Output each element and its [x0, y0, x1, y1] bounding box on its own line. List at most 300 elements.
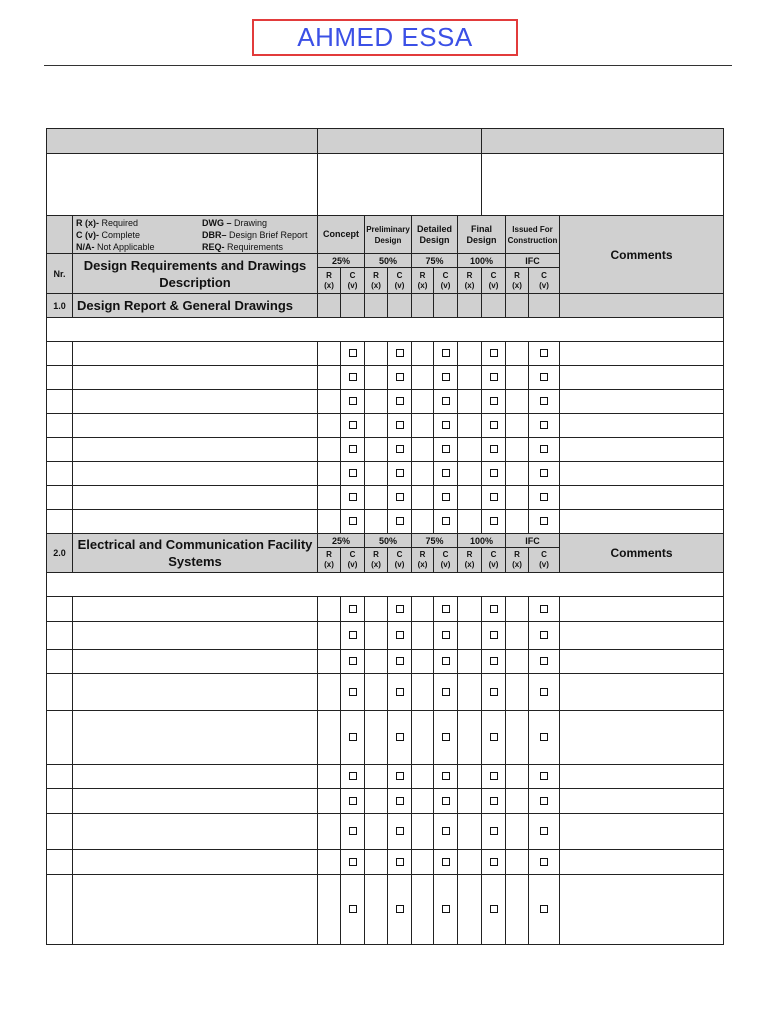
complete-checkbox[interactable]	[396, 605, 404, 613]
item-description-cell[interactable]	[73, 486, 318, 510]
required-cell[interactable]	[318, 366, 341, 390]
required-cell[interactable]	[458, 850, 482, 875]
required-cell[interactable]	[412, 650, 434, 674]
required-cell[interactable]	[506, 366, 529, 390]
complete-checkbox[interactable]	[349, 772, 357, 780]
complete-cell	[434, 414, 458, 438]
item-description-cell[interactable]	[73, 438, 318, 462]
required-cell[interactable]	[412, 486, 434, 510]
required-cell[interactable]	[506, 875, 529, 945]
checklist-row	[47, 674, 724, 711]
item-number-cell[interactable]	[47, 462, 73, 486]
complete-checkbox[interactable]	[349, 517, 357, 525]
checklist-row	[47, 597, 724, 622]
required-cell[interactable]	[412, 765, 434, 789]
required-cell[interactable]	[412, 850, 434, 875]
complete-checkbox[interactable]	[349, 827, 357, 835]
complete-cell	[341, 814, 365, 850]
item-description-cell[interactable]	[73, 366, 318, 390]
c-v-header: C (v)	[482, 548, 506, 573]
complete-cell	[388, 765, 412, 789]
required-cell[interactable]	[365, 622, 388, 650]
required-cell[interactable]	[365, 462, 388, 486]
complete-checkbox[interactable]	[396, 349, 404, 357]
complete-checkbox[interactable]	[540, 688, 548, 696]
complete-cell	[388, 789, 412, 814]
complete-checkbox[interactable]	[442, 397, 450, 405]
phase-preliminary: Preliminary Design	[365, 216, 412, 254]
required-cell[interactable]	[318, 875, 341, 945]
required-cell[interactable]	[318, 650, 341, 674]
required-cell[interactable]	[365, 814, 388, 850]
required-cell[interactable]	[412, 789, 434, 814]
item-number-cell[interactable]	[47, 711, 73, 765]
checklist-row	[47, 390, 724, 414]
required-cell[interactable]	[318, 342, 341, 366]
required-cell[interactable]	[458, 462, 482, 486]
required-cell[interactable]	[412, 711, 434, 765]
required-cell[interactable]	[318, 414, 341, 438]
complete-cell	[388, 597, 412, 622]
legend-text: Not Applicable	[94, 241, 155, 252]
required-cell[interactable]	[458, 366, 482, 390]
complete-cell	[482, 674, 506, 711]
complete-checkbox[interactable]	[540, 469, 548, 477]
legend-nr-cell	[47, 216, 73, 254]
required-cell[interactable]	[365, 650, 388, 674]
required-cell[interactable]	[458, 711, 482, 765]
item-description-cell[interactable]	[73, 510, 318, 534]
complete-checkbox[interactable]	[490, 688, 498, 696]
required-cell[interactable]	[365, 366, 388, 390]
complete-cell	[434, 789, 458, 814]
comments-cell[interactable]	[560, 414, 724, 438]
item-number-cell[interactable]	[47, 342, 73, 366]
required-cell[interactable]	[318, 850, 341, 875]
required-cell[interactable]	[506, 789, 529, 814]
required-cell[interactable]	[318, 711, 341, 765]
required-cell[interactable]	[412, 366, 434, 390]
complete-checkbox[interactable]	[490, 469, 498, 477]
complete-cell	[341, 438, 365, 462]
r-x-header: R (x)	[365, 548, 388, 573]
complete-checkbox[interactable]	[442, 688, 450, 696]
required-cell[interactable]	[412, 342, 434, 366]
complete-checkbox[interactable]	[396, 517, 404, 525]
complete-checkbox[interactable]	[349, 733, 357, 741]
item-description-cell[interactable]	[73, 765, 318, 789]
complete-cell	[434, 462, 458, 486]
complete-checkbox[interactable]	[396, 421, 404, 429]
complete-checkbox[interactable]	[490, 827, 498, 835]
required-cell[interactable]	[365, 765, 388, 789]
complete-checkbox[interactable]	[349, 421, 357, 429]
required-cell[interactable]	[318, 674, 341, 711]
required-cell[interactable]	[506, 510, 529, 534]
required-cell[interactable]	[318, 438, 341, 462]
phase-detailed: Detailed Design	[412, 216, 458, 254]
complete-checkbox[interactable]	[540, 827, 548, 835]
comments-cell[interactable]	[560, 622, 724, 650]
required-cell[interactable]	[318, 622, 341, 650]
required-cell[interactable]	[506, 486, 529, 510]
complete-checkbox[interactable]	[442, 469, 450, 477]
required-cell[interactable]	[318, 789, 341, 814]
complete-checkbox[interactable]	[442, 772, 450, 780]
required-cell[interactable]	[365, 510, 388, 534]
complete-checkbox[interactable]	[349, 373, 357, 381]
header-divider	[44, 65, 732, 66]
item-description-cell[interactable]	[73, 674, 318, 711]
required-cell[interactable]	[506, 622, 529, 650]
required-cell[interactable]	[318, 814, 341, 850]
required-cell[interactable]	[458, 486, 482, 510]
complete-checkbox[interactable]	[396, 827, 404, 835]
item-description-cell[interactable]	[73, 850, 318, 875]
required-cell[interactable]	[365, 674, 388, 711]
complete-cell	[388, 462, 412, 486]
complete-checkbox[interactable]	[442, 349, 450, 357]
required-cell[interactable]	[458, 789, 482, 814]
complete-checkbox[interactable]	[349, 605, 357, 613]
required-cell[interactable]	[458, 414, 482, 438]
required-cell[interactable]	[458, 765, 482, 789]
complete-cell	[482, 622, 506, 650]
item-description-cell[interactable]	[73, 711, 318, 765]
complete-checkbox[interactable]	[442, 517, 450, 525]
comments-cell[interactable]	[560, 438, 724, 462]
complete-checkbox[interactable]	[490, 349, 498, 357]
complete-cell	[388, 438, 412, 462]
complete-cell	[529, 814, 560, 850]
complete-checkbox[interactable]	[396, 397, 404, 405]
complete-checkbox[interactable]	[396, 657, 404, 665]
required-cell[interactable]	[506, 462, 529, 486]
complete-checkbox[interactable]	[442, 797, 450, 805]
required-cell[interactable]	[412, 510, 434, 534]
complete-checkbox[interactable]	[442, 858, 450, 866]
complete-checkbox[interactable]	[396, 797, 404, 805]
complete-checkbox[interactable]	[442, 445, 450, 453]
complete-checkbox[interactable]	[442, 733, 450, 741]
comments-cell[interactable]	[560, 342, 724, 366]
complete-cell	[341, 765, 365, 789]
complete-cell	[341, 650, 365, 674]
item-description-cell[interactable]	[73, 650, 318, 674]
complete-checkbox[interactable]	[540, 905, 548, 913]
complete-cell	[529, 850, 560, 875]
comments-header: Comments	[560, 534, 724, 573]
complete-checkbox[interactable]	[349, 397, 357, 405]
required-cell[interactable]	[458, 438, 482, 462]
comments-cell[interactable]	[560, 765, 724, 789]
required-cell[interactable]	[412, 875, 434, 945]
comments-cell[interactable]	[560, 674, 724, 711]
required-cell[interactable]	[318, 462, 341, 486]
complete-checkbox[interactable]	[540, 733, 548, 741]
complete-checkbox[interactable]	[349, 858, 357, 866]
comments-cell[interactable]	[560, 486, 724, 510]
item-number-cell[interactable]	[47, 650, 73, 674]
complete-cell	[434, 650, 458, 674]
item-description-cell[interactable]	[73, 390, 318, 414]
complete-checkbox[interactable]	[396, 772, 404, 780]
required-cell[interactable]	[458, 342, 482, 366]
complete-checkbox[interactable]	[396, 688, 404, 696]
complete-checkbox[interactable]	[442, 421, 450, 429]
r-x-header: R (x)	[318, 548, 341, 573]
complete-checkbox[interactable]	[490, 733, 498, 741]
complete-cell	[388, 486, 412, 510]
complete-checkbox[interactable]	[396, 631, 404, 639]
complete-checkbox[interactable]	[442, 827, 450, 835]
required-cell[interactable]	[365, 597, 388, 622]
complete-cell	[529, 597, 560, 622]
section-title: Electrical and Communication Facility Systems	[73, 534, 318, 573]
complete-checkbox[interactable]	[490, 858, 498, 866]
complete-checkbox[interactable]	[540, 517, 548, 525]
complete-checkbox[interactable]	[540, 631, 548, 639]
complete-checkbox[interactable]	[490, 797, 498, 805]
item-description-cell[interactable]	[73, 875, 318, 945]
item-number-cell[interactable]	[47, 875, 73, 945]
required-cell[interactable]	[458, 390, 482, 414]
required-cell[interactable]	[506, 597, 529, 622]
complete-cell	[529, 438, 560, 462]
required-cell[interactable]	[365, 390, 388, 414]
item-number-cell[interactable]	[47, 366, 73, 390]
complete-checkbox[interactable]	[540, 657, 548, 665]
required-cell[interactable]	[365, 789, 388, 814]
complete-checkbox[interactable]	[396, 469, 404, 477]
required-cell[interactable]	[318, 486, 341, 510]
required-cell[interactable]	[506, 711, 529, 765]
c-v-header: C (v)	[341, 548, 365, 573]
complete-checkbox[interactable]	[490, 657, 498, 665]
complete-checkbox[interactable]	[442, 631, 450, 639]
required-cell[interactable]	[458, 875, 482, 945]
complete-checkbox[interactable]	[349, 493, 357, 501]
required-cell[interactable]	[506, 414, 529, 438]
complete-checkbox[interactable]	[349, 688, 357, 696]
required-cell[interactable]	[365, 486, 388, 510]
comments-cell[interactable]	[560, 510, 724, 534]
required-cell[interactable]	[365, 438, 388, 462]
required-cell[interactable]	[365, 850, 388, 875]
complete-checkbox[interactable]	[490, 397, 498, 405]
item-description-cell[interactable]	[73, 789, 318, 814]
complete-checkbox[interactable]	[442, 493, 450, 501]
required-cell[interactable]	[318, 390, 341, 414]
item-description-cell[interactable]	[73, 814, 318, 850]
item-number-cell[interactable]	[47, 597, 73, 622]
legend-key: C (v)-	[76, 229, 99, 240]
required-cell[interactable]	[365, 711, 388, 765]
required-cell[interactable]	[318, 510, 341, 534]
required-cell[interactable]	[412, 390, 434, 414]
required-cell[interactable]	[506, 390, 529, 414]
required-cell[interactable]	[412, 597, 434, 622]
complete-checkbox[interactable]	[540, 797, 548, 805]
blank-row	[47, 573, 724, 597]
complete-checkbox[interactable]	[540, 397, 548, 405]
checklist-row	[47, 622, 724, 650]
required-cell[interactable]	[318, 597, 341, 622]
comments-cell[interactable]	[560, 650, 724, 674]
comments-cell[interactable]	[560, 850, 724, 875]
required-cell[interactable]	[412, 674, 434, 711]
item-number-cell[interactable]	[47, 850, 73, 875]
complete-cell	[434, 366, 458, 390]
complete-checkbox[interactable]	[349, 657, 357, 665]
item-number-cell[interactable]	[47, 414, 73, 438]
complete-cell	[341, 597, 365, 622]
required-cell[interactable]	[506, 674, 529, 711]
complete-checkbox[interactable]	[349, 631, 357, 639]
complete-checkbox[interactable]	[442, 605, 450, 613]
complete-checkbox[interactable]	[490, 905, 498, 913]
required-cell[interactable]	[506, 814, 529, 850]
required-cell[interactable]	[412, 814, 434, 850]
complete-checkbox[interactable]	[490, 631, 498, 639]
required-cell[interactable]	[506, 342, 529, 366]
percent-label: 100%	[458, 534, 506, 548]
complete-checkbox[interactable]	[396, 858, 404, 866]
percent-label: 25%	[318, 254, 365, 268]
required-cell[interactable]	[412, 622, 434, 650]
item-number-cell[interactable]	[47, 765, 73, 789]
complete-cell	[341, 674, 365, 711]
complete-checkbox[interactable]	[540, 373, 548, 381]
comments-cell[interactable]	[560, 711, 724, 765]
item-number-cell[interactable]	[47, 814, 73, 850]
complete-cell	[434, 875, 458, 945]
required-cell[interactable]	[458, 814, 482, 850]
complete-cell	[388, 711, 412, 765]
complete-checkbox[interactable]	[540, 421, 548, 429]
item-number-cell[interactable]	[47, 438, 73, 462]
complete-checkbox[interactable]	[396, 373, 404, 381]
phase-ifc: Issued For Construction	[506, 216, 560, 254]
required-cell[interactable]	[506, 438, 529, 462]
required-cell[interactable]	[365, 342, 388, 366]
complete-cell	[434, 765, 458, 789]
complete-checkbox[interactable]	[349, 445, 357, 453]
complete-checkbox[interactable]	[349, 905, 357, 913]
item-description-cell[interactable]	[73, 622, 318, 650]
page-title: AHMED ESSA	[297, 22, 473, 52]
complete-checkbox[interactable]	[396, 445, 404, 453]
required-cell[interactable]	[506, 765, 529, 789]
item-description-cell[interactable]	[73, 462, 318, 486]
item-description-cell[interactable]	[73, 342, 318, 366]
comments-cell[interactable]	[560, 875, 724, 945]
complete-checkbox[interactable]	[349, 797, 357, 805]
complete-checkbox[interactable]	[442, 905, 450, 913]
complete-cell	[529, 510, 560, 534]
comments-cell[interactable]	[560, 597, 724, 622]
required-cell[interactable]	[458, 674, 482, 711]
complete-checkbox[interactable]	[540, 445, 548, 453]
item-number-cell[interactable]	[47, 486, 73, 510]
complete-checkbox[interactable]	[396, 733, 404, 741]
comments-cell[interactable]	[560, 789, 724, 814]
legend-text: Design Brief Report	[226, 229, 308, 240]
complete-checkbox[interactable]	[349, 349, 357, 357]
item-description-cell[interactable]	[73, 414, 318, 438]
required-cell[interactable]	[412, 414, 434, 438]
complete-cell	[529, 622, 560, 650]
phase-concept: Concept	[318, 216, 365, 254]
complete-checkbox[interactable]	[490, 373, 498, 381]
complete-checkbox[interactable]	[396, 493, 404, 501]
complete-checkbox[interactable]	[540, 772, 548, 780]
comments-cell[interactable]	[560, 462, 724, 486]
item-number-cell[interactable]	[47, 390, 73, 414]
complete-checkbox[interactable]	[442, 657, 450, 665]
complete-checkbox[interactable]	[490, 493, 498, 501]
r-x-header: R (x)	[458, 548, 482, 573]
complete-cell	[388, 875, 412, 945]
percent-label: 25%	[318, 534, 365, 548]
comments-cell[interactable]	[560, 814, 724, 850]
required-cell[interactable]	[506, 650, 529, 674]
required-cell[interactable]	[458, 510, 482, 534]
complete-checkbox[interactable]	[540, 349, 548, 357]
required-cell[interactable]	[458, 650, 482, 674]
item-number-cell[interactable]	[47, 622, 73, 650]
complete-checkbox[interactable]	[490, 445, 498, 453]
complete-cell	[434, 850, 458, 875]
required-cell[interactable]	[318, 765, 341, 789]
item-description-cell[interactable]	[73, 597, 318, 622]
item-number-cell[interactable]	[47, 674, 73, 711]
complete-checkbox[interactable]	[442, 373, 450, 381]
complete-checkbox[interactable]	[490, 421, 498, 429]
complete-checkbox[interactable]	[540, 858, 548, 866]
complete-checkbox[interactable]	[540, 493, 548, 501]
checklist-row	[47, 875, 724, 945]
complete-cell	[434, 342, 458, 366]
comments-cell[interactable]	[560, 366, 724, 390]
required-cell[interactable]	[458, 597, 482, 622]
c-v-header: C (v)	[388, 268, 412, 294]
required-cell[interactable]	[458, 622, 482, 650]
required-cell[interactable]	[365, 414, 388, 438]
r-x-header: R (x)	[506, 268, 529, 294]
complete-checkbox[interactable]	[490, 605, 498, 613]
required-cell[interactable]	[412, 438, 434, 462]
complete-checkbox[interactable]	[490, 772, 498, 780]
legend-key: N/A-	[76, 241, 95, 252]
required-cell[interactable]	[365, 875, 388, 945]
checklist-table	[46, 128, 724, 945]
complete-checkbox[interactable]	[396, 905, 404, 913]
complete-cell	[388, 342, 412, 366]
item-number-cell[interactable]	[47, 789, 73, 814]
complete-checkbox[interactable]	[540, 605, 548, 613]
required-cell[interactable]	[412, 462, 434, 486]
comments-cell[interactable]	[560, 390, 724, 414]
item-number-cell[interactable]	[47, 510, 73, 534]
complete-checkbox[interactable]	[490, 517, 498, 525]
complete-checkbox[interactable]	[349, 469, 357, 477]
top-header-row	[47, 129, 724, 154]
required-cell[interactable]	[506, 850, 529, 875]
legend-key: DBR–	[202, 229, 227, 240]
complete-cell	[341, 875, 365, 945]
complete-cell	[341, 486, 365, 510]
